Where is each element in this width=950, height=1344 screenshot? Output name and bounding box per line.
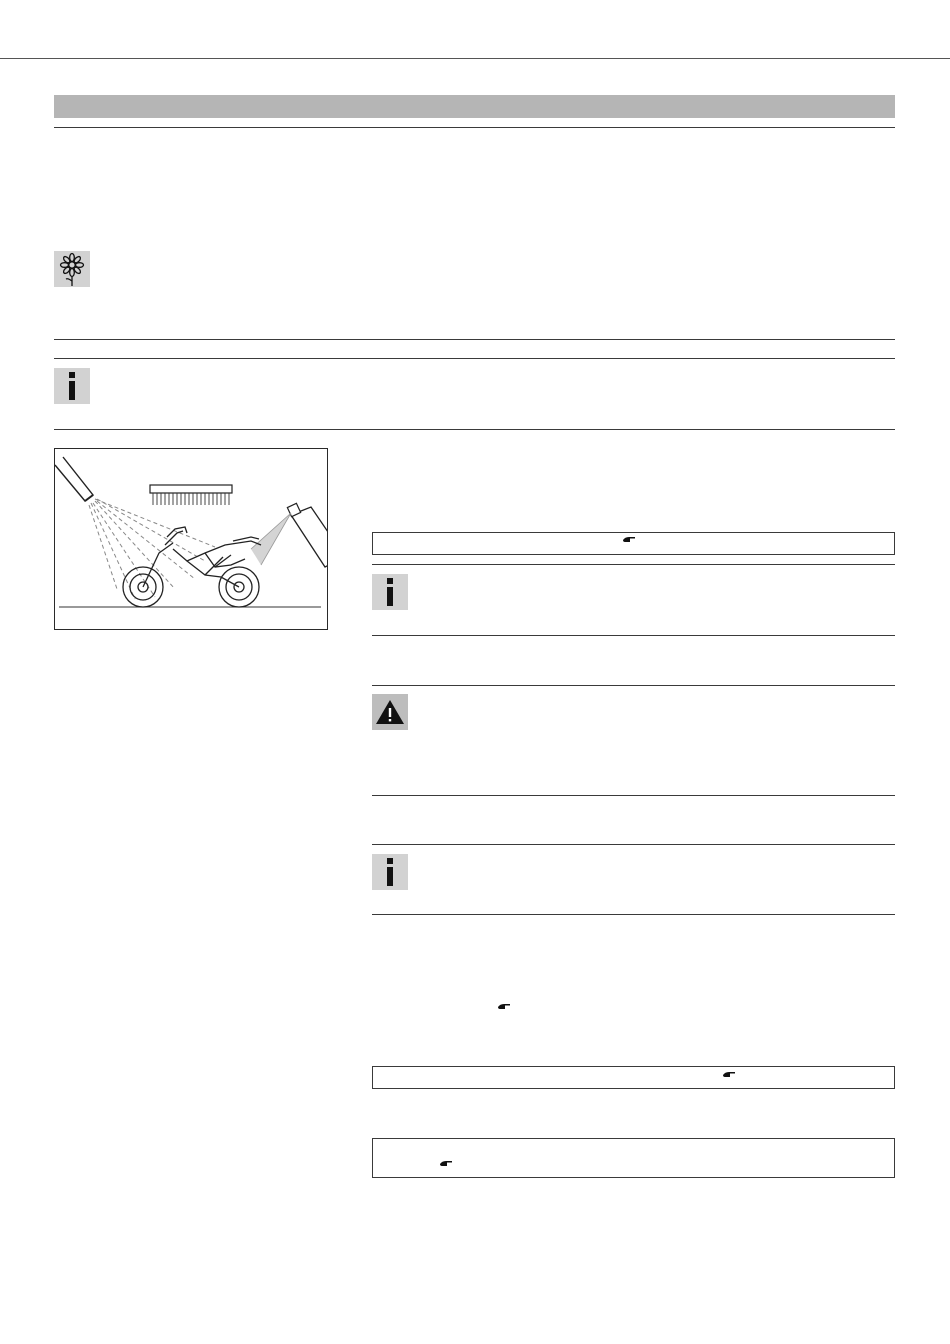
reference-box-2 <box>372 1066 895 1089</box>
motorcycle-washing-illustration <box>54 448 328 630</box>
water-hose-icon <box>55 457 93 501</box>
warning-note-icon-box <box>372 694 408 730</box>
pointing-hand-icon <box>622 535 636 543</box>
reference-box-3 <box>372 1138 895 1178</box>
info-note-icon-box-3 <box>372 854 408 890</box>
info-icon <box>66 372 78 400</box>
pointing-hand-icon <box>497 1002 511 1010</box>
info-block-2-bottom-rule <box>372 635 895 636</box>
info-block-3-bottom-rule <box>372 914 895 915</box>
info-block-3-top-rule <box>372 844 895 845</box>
pointing-hand-icon <box>722 1070 736 1078</box>
warning-block-bottom-rule <box>372 795 895 796</box>
info-block-top-rule-2 <box>54 358 895 359</box>
info-block-bottom-rule <box>54 429 895 430</box>
section-heading-bar <box>54 95 895 118</box>
section-heading-rule <box>54 127 895 128</box>
spray-can-icon <box>251 503 327 567</box>
info-note-icon-box <box>54 368 90 404</box>
info-block-2-top-rule <box>372 564 895 565</box>
info-icon <box>384 578 396 606</box>
info-block-top-rule-1 <box>54 339 895 340</box>
environment-note-icon-box <box>54 251 90 287</box>
warning-triangle-icon <box>375 698 405 726</box>
warning-block-top-rule <box>372 685 895 686</box>
water-spray <box>89 499 215 599</box>
reference-box-1 <box>372 532 895 555</box>
info-icon <box>384 858 396 886</box>
flower-icon <box>57 252 87 286</box>
pointing-hand-icon <box>439 1159 453 1167</box>
motorcycle-icon <box>123 527 261 607</box>
header-rule <box>0 58 950 59</box>
info-note-icon-box-2 <box>372 574 408 610</box>
brush-icon <box>150 485 232 505</box>
